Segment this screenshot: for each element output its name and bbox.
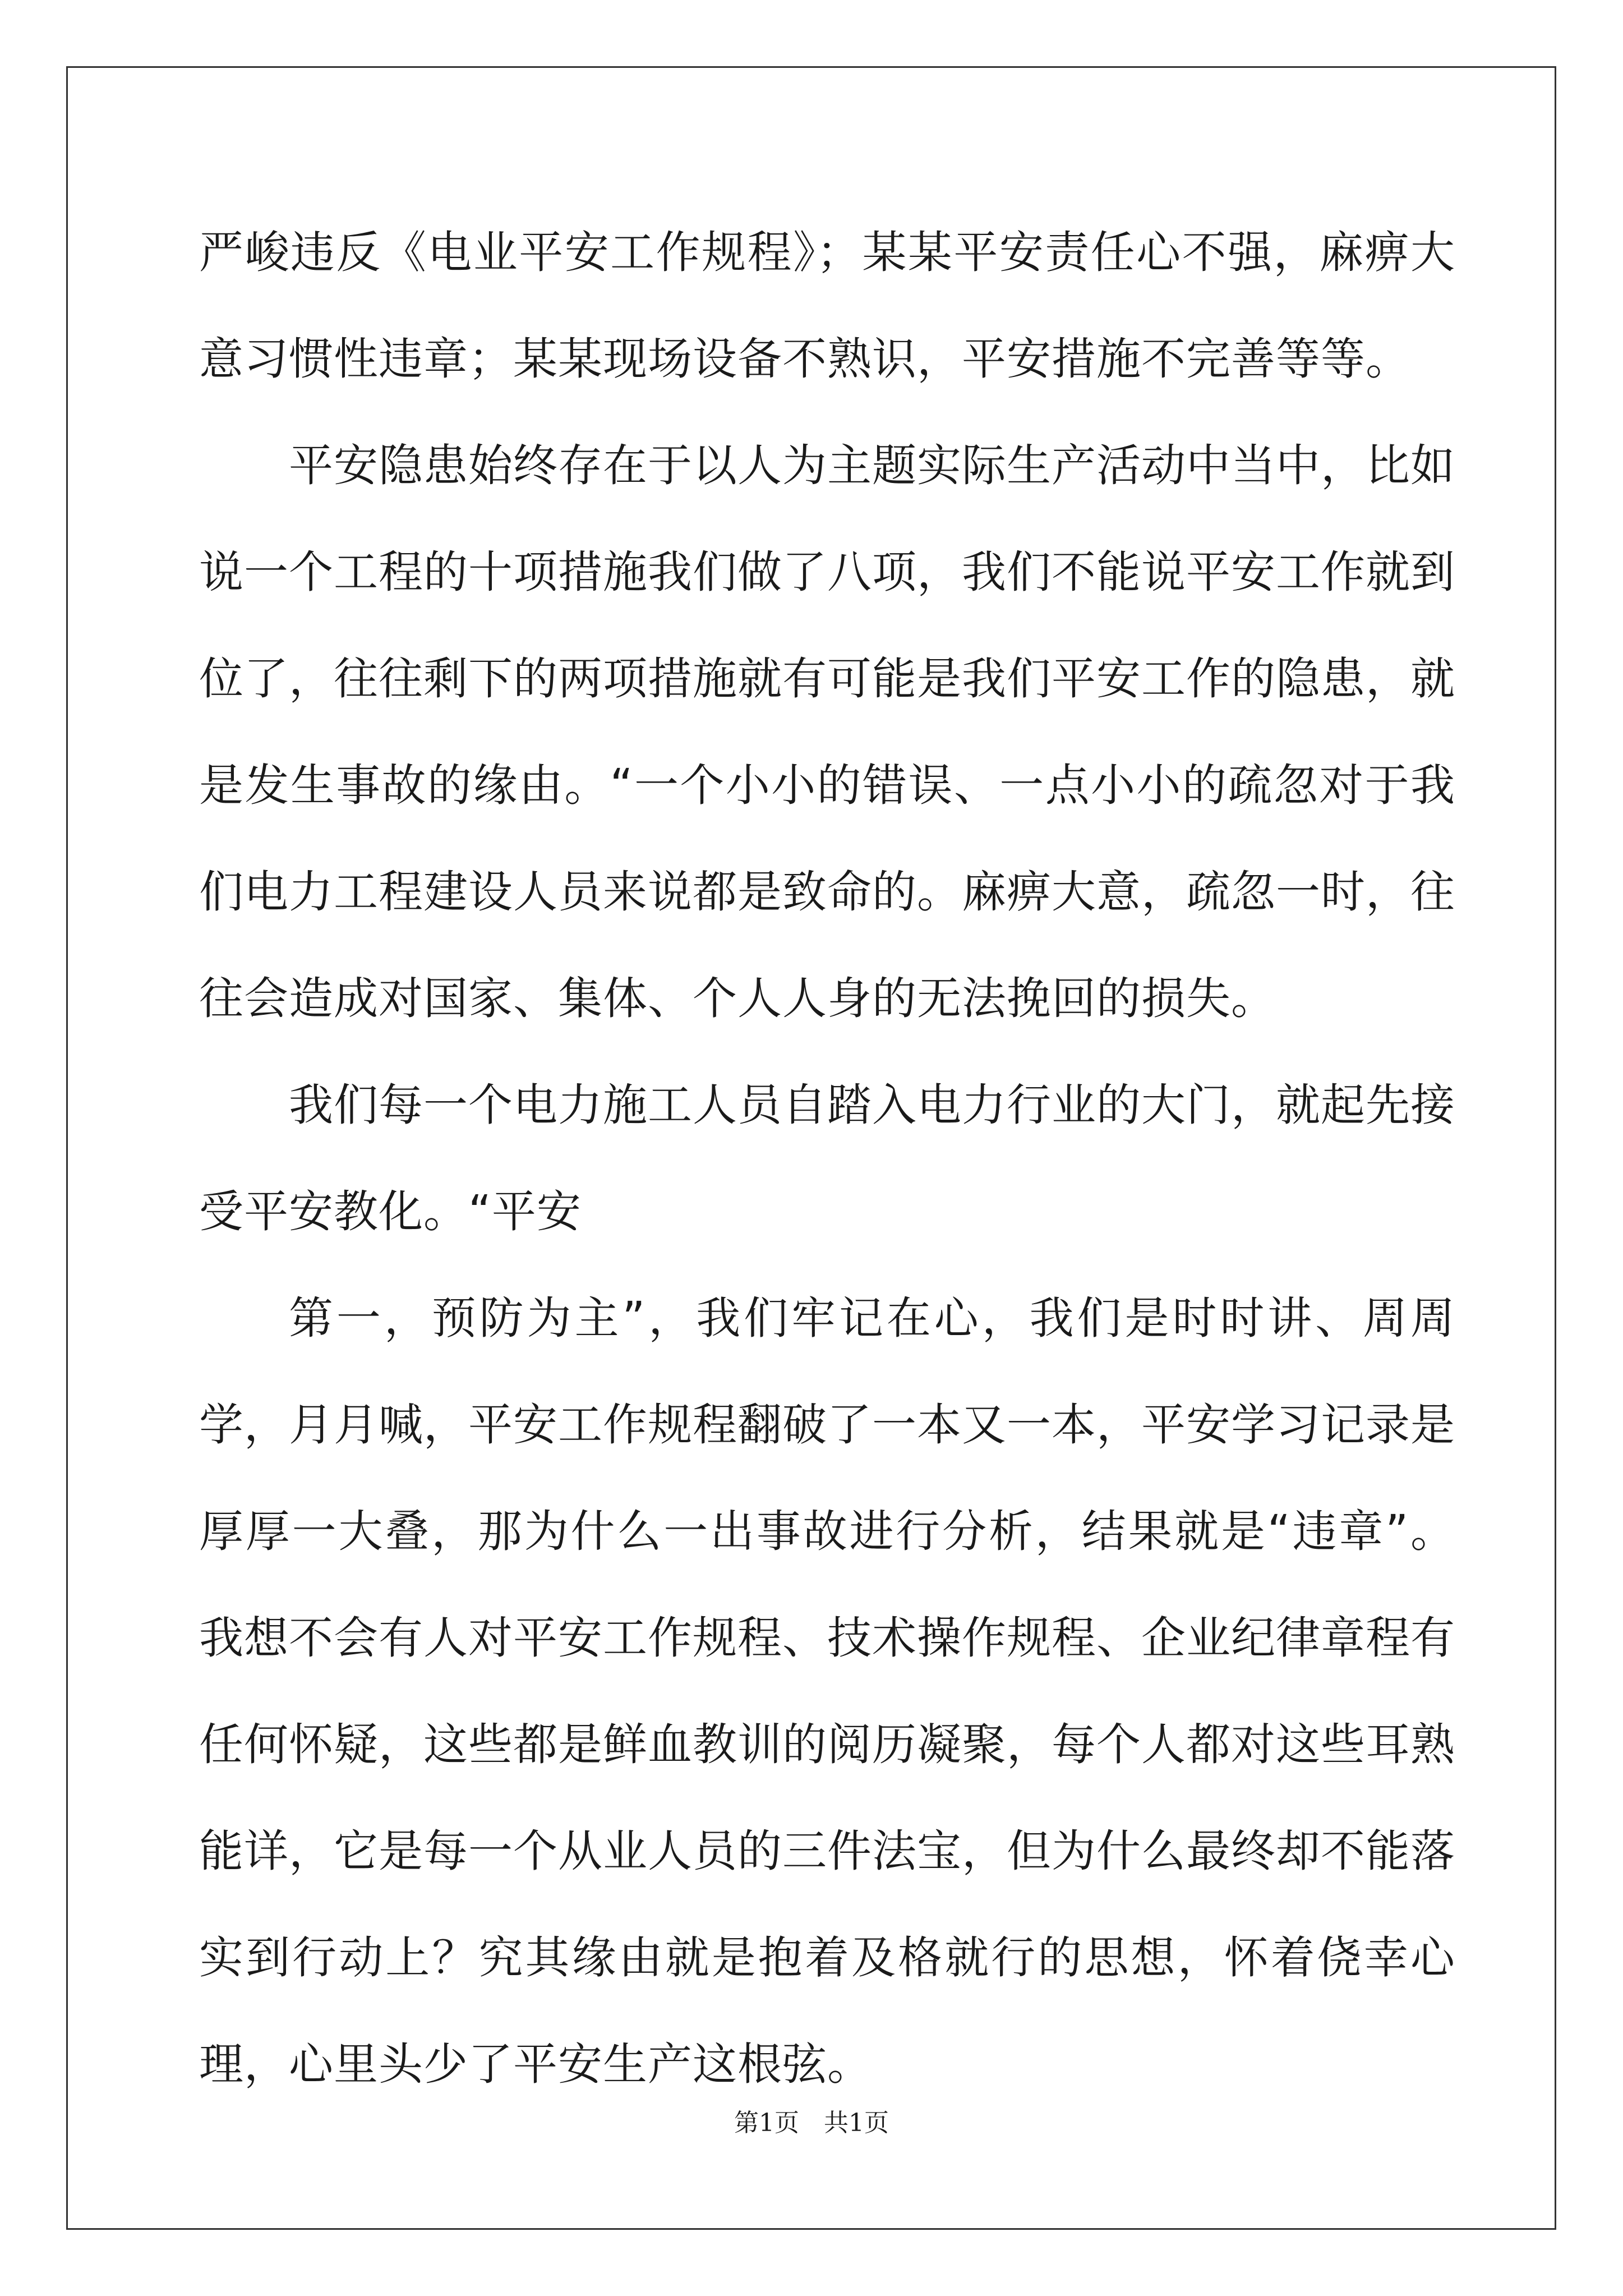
page-footer [0, 2102, 1623, 2138]
paragraph-1: 严峻违反《电业平安工作规程》；某某平安责任心不强，麻痹大意习惯性违章；某某现场设备不熟识，平安措施不完善等等。 [199, 227, 1455, 385]
paragraph-3: 我们每一个电力施工人员自踏入电力行业的大门，就起先接受平安教化。“平安 [199, 1079, 1455, 1237]
paragraph-2: 平安隐患始终存在于以人为主题实际生产活动中当中，比如说一个工程的十项措施我们做了八项，我们不能说平安工作就到位了，往往剩下的两项措施就有可能是我们平安工作的隐患，就是发生事故的缘由。“一个小小的错误、一点小小的疏忽对于我们电力工程建设人员来说都是致命的。麻痹大意，疏忽一时，往往会造成对国家、集体、个人人身的无法挽回的损失。 [199, 440, 1455, 1024]
paragraph-4: 第一，预防为主”，我们牢记在心，我们是时时讲、周周学，月月喊，平安工作规程翻破了一本又一本，平安学习记录是厚厚一大叠，那为什么一出事故进行分析，结果就是“违章”。我想不会有人对平安工作规程、技术操作规程、企业纪律章程有任何怀疑，这些都是鲜血教训的阅历凝聚，每个人都对这些耳熟能详，它是每一个从业人员的三件法宝，但为什么最终却不能落实到行动上？究其缘由就是抱着及格就行的思想，怀着侥幸心理，心里头少了平安生产这根弦。 [199, 1292, 1455, 2090]
document-body [199, 199, 1455, 2118]
page-total: 共1页 [824, 2109, 889, 2137]
page-number: 第1页 [734, 2109, 799, 2137]
